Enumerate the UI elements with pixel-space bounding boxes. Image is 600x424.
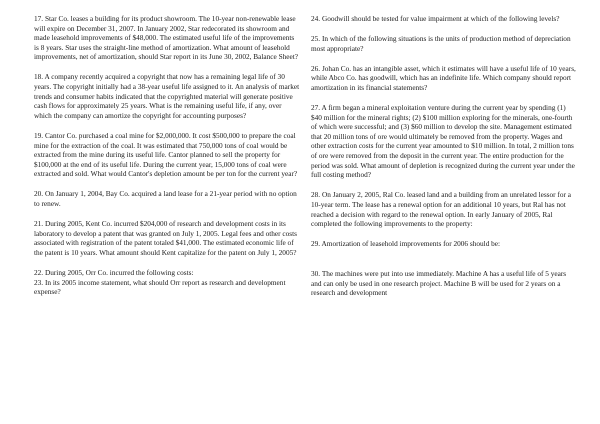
question-19: 19. Cantor Co. purchased a coal mine for $2,000,000. It cost $500,000 to prepare the coal mine for the extraction of the coal. It was estimated that 750,000 tons of coal would be extracted from the mine during its useful life. Cantor planned to sell the property for $100,000 at the end of its useful life. During the current year, 15,000 tons of coal were extracted and sold. What would Cantor's depletion amount be per ton for the current year? [34,130,298,179]
question-21: 21. During 2005, Kent Co. incurred $204,000 of research and development costs in its laboratory to develop a patent that was granted on July 1, 2005. Legal fees and other costs associated with registration of the patent totaled $41,000. The estimated economic life of the patent is 10 years. What amount should Kent capitalize for the patent on July 1, 2005? [34,219,298,257]
question-25: 25. In which of the following situations is the units of production method of depreciation most appropriate? [311,34,571,53]
question-27: 27. A firm began a mineral exploitation venture during the current year by spending (1) $40 million for the mineral rights; (2) $100 million exploring for the minerals, one-fourth of which were successful; and (3) $60 million to develop the site. Management estimated that 20 million tons of ore would ultimately be removed from the property. Wages and other extraction costs for the current year amounted to $10 million. In total, 2 million tons of ore were removed from the deposit in the current year. The entire production for the period was sold. What amount of depletion is recognized during the current year under the full costing method? [311,103,575,180]
question-29: 29. Amortization of leasehold improvements for 2006 should be: [311,239,501,249]
question-24: 24. Goodwill should be tested for value impairment at which of the following levels? [311,14,560,23]
question-26: 26. Johan Co. has an intangible asset, which it estimates will have a useful life of 10 years, while Abco Co. has goodwill, which has an indefinite life. Which company should report amortization in its financial statements? [311,63,576,92]
question-20: 20. On January 1, 2004, Bay Co. acquired a land lease for a 21-year period with no option to renew. [34,189,297,208]
spacer [311,259,577,269]
question-18: 18. A company recently acquired a copyright that now has a remaining legal life of 30 years. The copyright initially had a 38-year useful life assigned to it. An analysis of market trends and consumer habits indicated that the copyrighted material will generate positive cash flows for approximately 25 years. What is the remaining useful life, if any, over which the company can amortize the copyright for accounting purposes? [34,72,300,120]
question-22-23: 22. During 2005, Orr Co. incurred the following costs: 23. In its 2005 income statement, what should Orr report as research and development expense? [34,267,286,297]
right-column [311,14,577,309]
question-30: 30. The machines were put into use immediately. Machine A has a useful life of 5 years and can only be used in one research project. Machine B will be used for 2 years on a research and development [311,269,567,298]
question-17: 17. Star Co. leases a building for its product showroom. The 10-year non-renewable lease will expire on December 31, 2007. In January 2002, Star redecorated its showroom and made leasehold improvements of $48,000. The estimated useful life of the improvements is 8 years. Star uses the straight-line method of amortization. What amount of leasehold improvements, net of amortization, should Star report in its June 30, 2002, Balance Sheet? [34,14,299,62]
left-column [34,14,300,307]
question-28: 28. On January 2, 2005, Ral Co. leased land and a building from an unrelated lessor for a 10-year term. The lease has a renewal option for an additional 10 years, but Ral has not reached a decision with regard to the renewal option. In early January of 2005, Ral completed the following improvements to the property: [311,190,571,229]
